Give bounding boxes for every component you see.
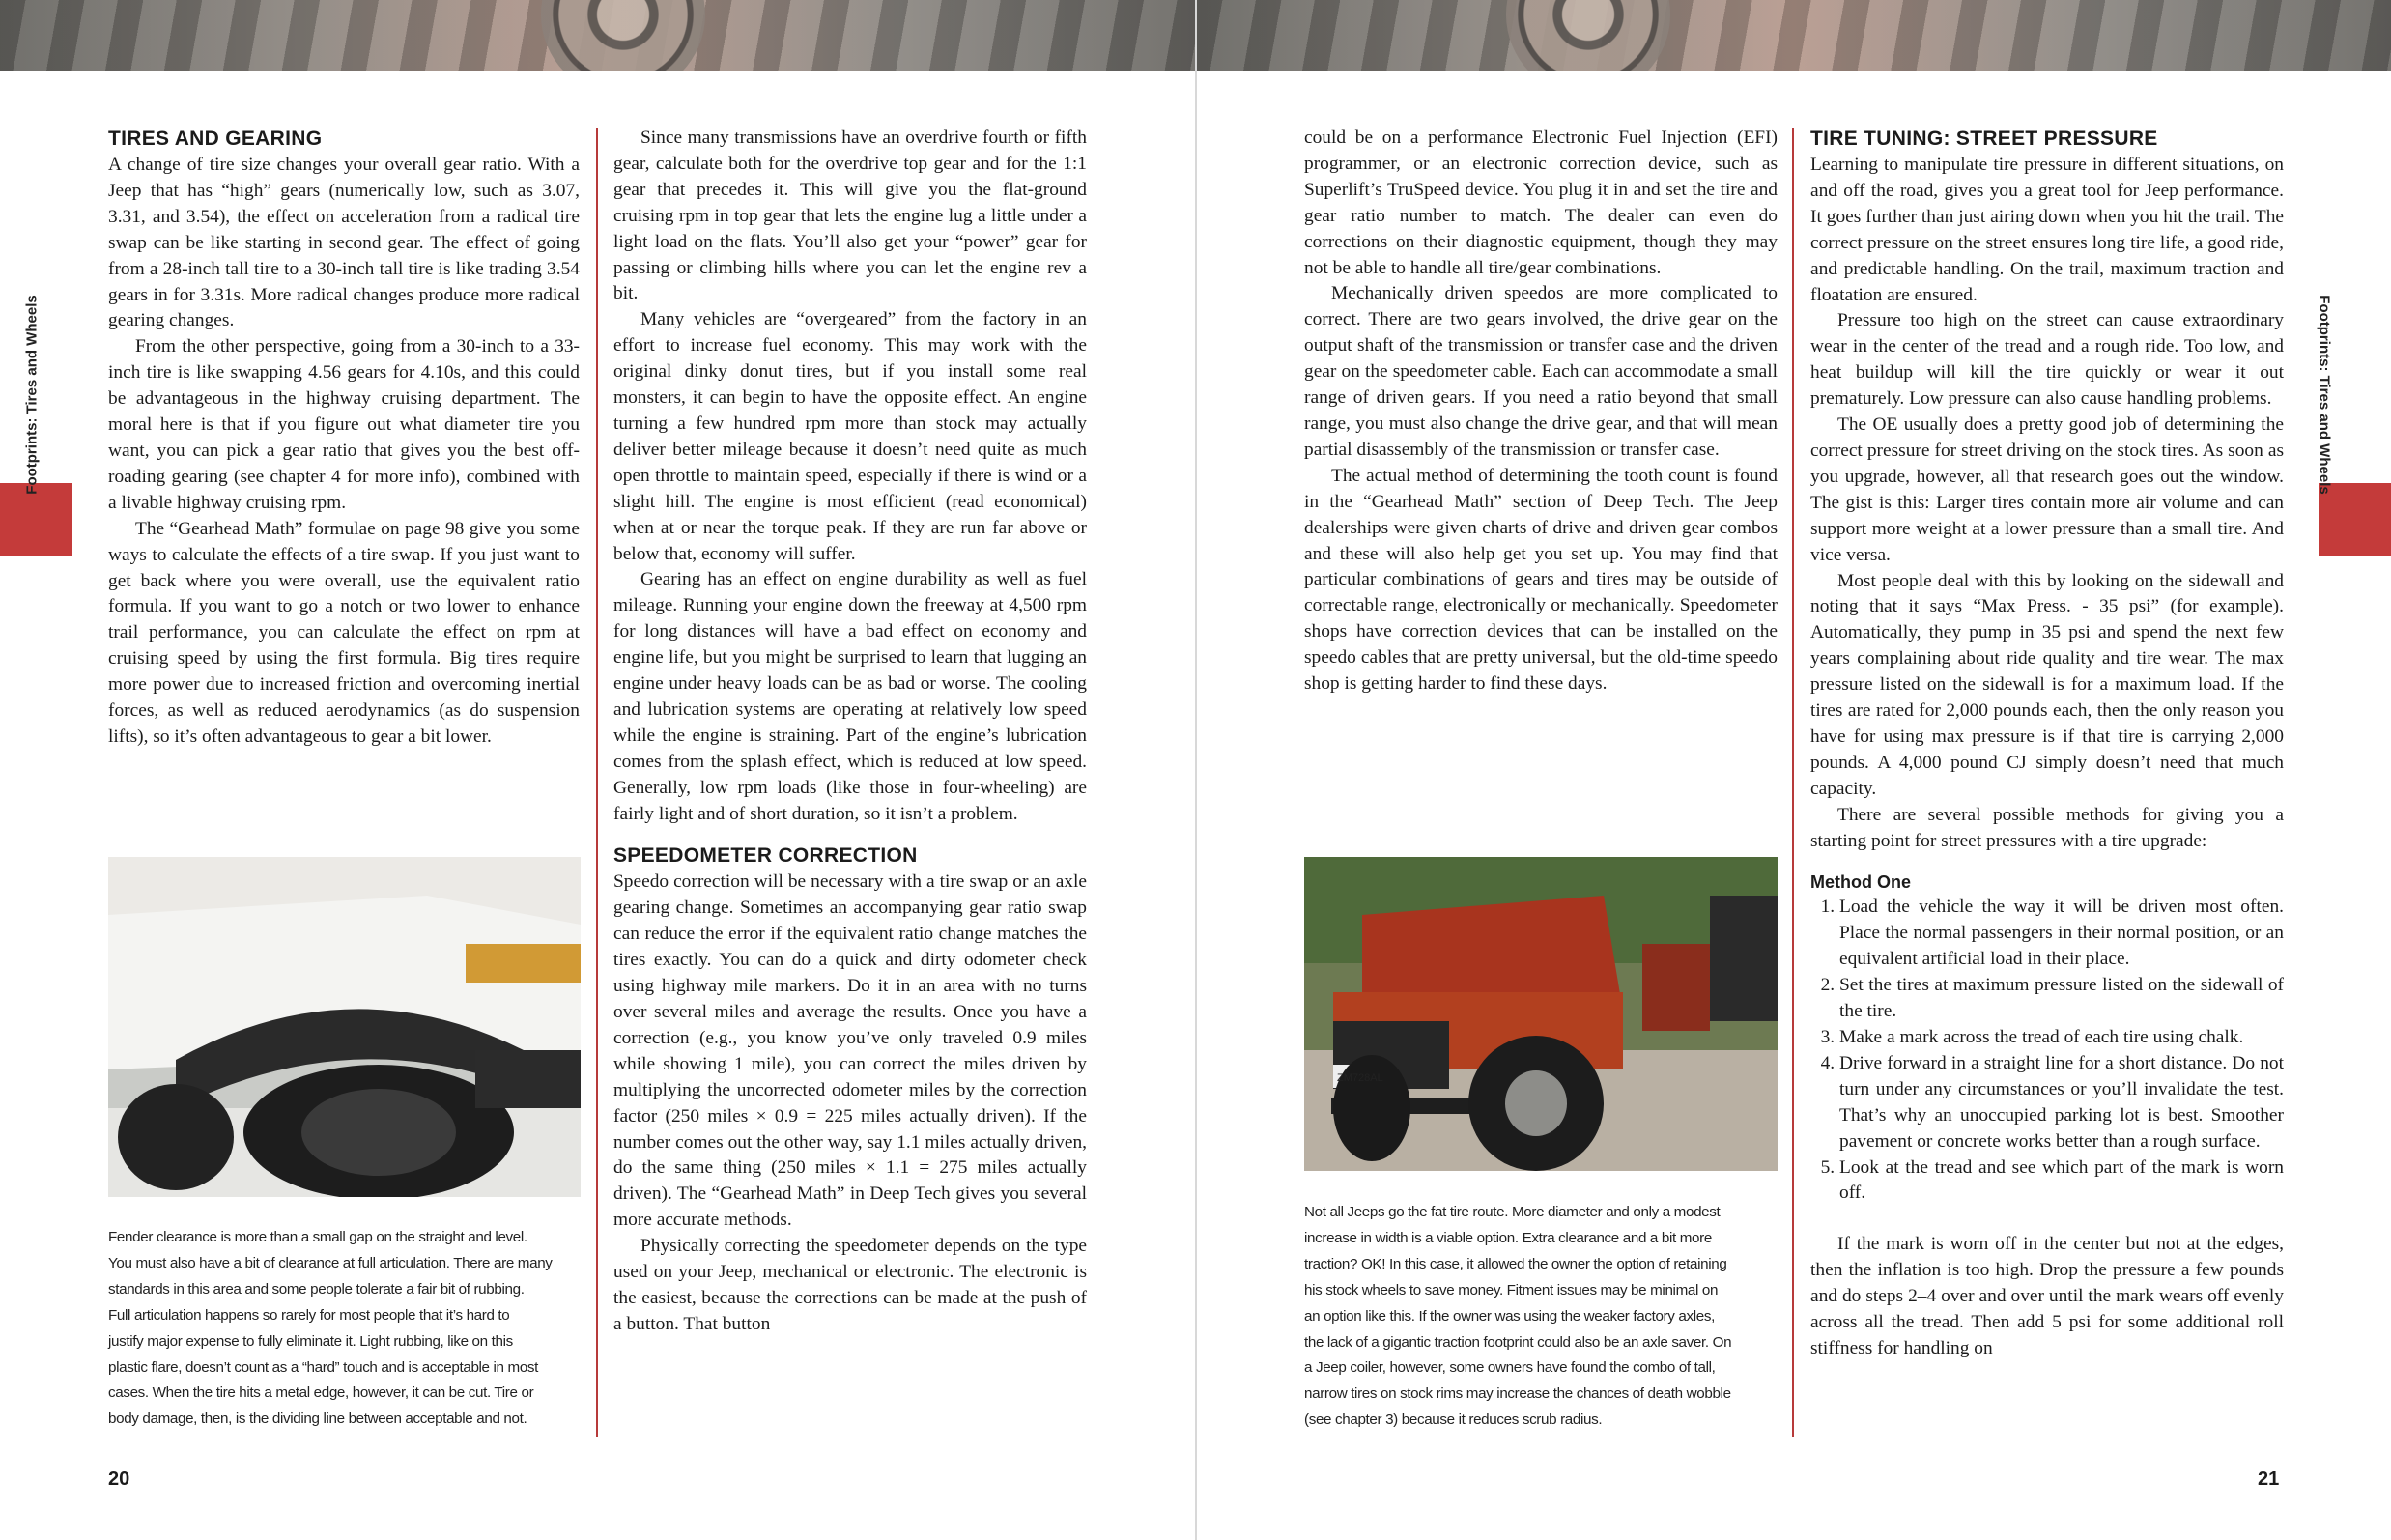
paragraph: Learning to manipulate tire pressure in different situations, on and off the road, gives you a great tool for Jeep performance. It goes further than just airing down when you hit the trail. The correct pressure on the street ensures long tire life, a good ride, and predictable handling. On the trail, maximum traction and floatation are ensured. bbox=[1810, 155, 2284, 305]
list-item: 2. Set the tires at maximum pressure listed on the sidewall of the tire. bbox=[1839, 973, 2284, 1025]
paragraph: Mechanically driven speedos are more complicated to correct. There are two gears involved, the drive gear on the output shaft of the transmission or transfer case and the driven gear on the speedometer cable. Each can accommodate a small range of driven gears. If you need a ratio beyond that small range, you must also change the drive gear, and that will mean partial disassembly of the transmission or transfer case. bbox=[1304, 283, 1778, 460]
list-item: 4. Drive forward in a straight line for a short distance. Do not turn under any circumstances or you’ll invalidate the test. That’s why an unoccupied parking lot is best. Smoother pavement or concrete works better than a rough surface. bbox=[1839, 1051, 2284, 1155]
page-gutter bbox=[1195, 0, 1197, 1540]
paragraph: Most people deal with this by looking on the sidewall and noting that it says “Max Press. - 35 psi” (for example). Automatically, they pump in 35 psi and spend the next few years complaining about ride quality and tire wear. The max pressure listed on the sidewall is for a maximum load. If the tires are rated for 2,000 pounds each, then the only reason you have for using max pressure is if that tire is carrying 2,000 pounds. A 4,000 pound CJ simply doesn’t need that much capacity. bbox=[1810, 570, 2284, 799]
paragraph: Speedo correction will be necessary with a tire swap or an axle gearing change. Sometimes an accompanying gear ratio swap can reduce the error if the equivalent ratio change matches the tires exactly. You can do a quick and dirty odometer check using highway mile markers. Do it in an area with no turns over several miles and average the results. Once you have a correction (e.g., you know you’ve only traveled 0.9 miles while showing 1 mile), you can correct the miles driven by multiplying the uncorrected odometer miles by the correction factor (250 miles × 0.9 = 225 miles actually driven). If the number comes out the other way, say 1.1 miles actually driven, do the same thing (250 miles × 1.1 = 275 miles actually driven). The “Gearhead Math” in Deep Tech gives you several more accurate methods. bbox=[613, 871, 1087, 1231]
caption-line: traction? OK! In this case, it allowed the owner the option of retaining bbox=[1304, 1255, 1727, 1272]
caption-line: increase in width is a viable option. Extra clearance and a bit more bbox=[1304, 1229, 1712, 1246]
caption-line: cases. When the tire hits a metal edge, however, it can be cut. Tire or bbox=[108, 1384, 534, 1402]
paragraph: Gearing has an effect on engine durability as well as fuel mileage. Running your engine down the freeway at 4,500 rpm for long distances will have a bad effect on economy and engine life, but you might be surprised to learn that lugging an engine under heavy loads can be as bad or worse. The cooling and lubrication systems are operating at relatively low speed while the engine is straining. Part of the engine’s lubrication comes from the splash effect, which is reduced at low speed. Generally, low rpm loads (like those in four-wheeling) are fairly light and of short duration, so it isn’t a problem. bbox=[613, 569, 1087, 824]
paragraph: Physically correcting the speedometer depends on the type used on your Jeep, mechanical or electronic. The electronic is the easiest, because the corrections can be made at the push of a button. That button bbox=[613, 1236, 1087, 1334]
caption-line: Fender clearance is more than a small gap on the straight and level. bbox=[108, 1229, 527, 1245]
license-plate-text: ZM728AL bbox=[1337, 1072, 1383, 1084]
caption-line: the lack of a gigantic traction footprint could also be an axle saver. On bbox=[1304, 1333, 1732, 1351]
top-banner-right bbox=[1197, 0, 2391, 71]
paragraph: Many vehicles are “overgeared” from the factory in an effort to increase fuel economy. This may work with the original dinky donut tires, but if you install some real monsters, it can begin to have the opposite effect. An engine turning a few hundred rpm more than stock may actually deliver better mileage because it doesn’t need quite as much open throttle to maintain speed, especially if there is wind or a slight hill. The engine is most efficient (read economical) when at or near the torque peak. If they are run far above or below that, economy will suffer. bbox=[613, 309, 1087, 564]
caption-line: body damage, then, is the dividing line between acceptable and not. bbox=[108, 1411, 527, 1428]
column-rule-left bbox=[596, 128, 598, 1437]
caption-line: his stock wheels to save money. Fitment issues may be minimal on bbox=[1304, 1281, 1719, 1298]
column-rule-right bbox=[1792, 128, 1794, 1437]
caption-left bbox=[108, 1225, 591, 1433]
caption-line: standards in this area and some people tolerate a fair bit of rubbing. bbox=[108, 1280, 525, 1298]
method-steps bbox=[1810, 895, 2284, 1207]
list-item: 5. Look at the tread and see which part of the mark is worn off. bbox=[1839, 1155, 2284, 1208]
page-number-right: 21 bbox=[2258, 1469, 2280, 1490]
photo-fender-clearance bbox=[108, 857, 581, 1197]
caption-line: an option like this. If the owner was using the weaker factory axles, bbox=[1304, 1307, 1715, 1325]
caption-line: narrow tires on stock rims may increase the chances of death wobble bbox=[1304, 1385, 1731, 1403]
paragraph: The actual method of determining the tooth count is found in the “Gearhead Math” section of Deep Tech. The Jeep dealerships were given charts of drive and driven gear combos and these will also help get you set up. You may find that particular combinations of gears and tires may be outside of correctable range, electronically or mechanically. Speedometer shops have correction devices that can be installed on the speedo cables that are pretty universal, but the old-time speedo shop is getting harder to find these days. bbox=[1304, 465, 1778, 695]
paragraph: Pressure too high on the street can cause extraordinary wear in the center of the tread and a rough ride. Too low, and heat buildup will kill the tire quickly or wear it out prematurely. Low pressure can also cause handling problems. bbox=[1810, 310, 2284, 410]
paragraph: could be on a performance Electronic Fuel Injection (EFI) programmer, or an electronic correction device, such as Superlift’s TruSpeed device. You plug it in and set the tire and gear ratio number to match. The dealer can even do corrections on their diagnostic equipment, though they may not be able to handle all tire/gear combinations. bbox=[1304, 128, 1778, 278]
caption-line: Full articulation happens so rarely for most people that it’s hard to bbox=[108, 1306, 510, 1324]
paragraph: A change of tire size changes your overall gear ratio. With a Jeep that has “high” gears (numerically low, such as 3.07, 3.31, and 3.54), the effect on acceleration from a radical tire swap can be like starting in second gear. The effect of going from a 28-inch tall tire to a 30-inch tall tire is like trading 3.54 gears in for 3.31s. More radical changes produce more radical gearing changes. bbox=[108, 155, 580, 331]
top-banner-left bbox=[0, 0, 1195, 71]
column-3 bbox=[1304, 126, 1778, 698]
side-label-left: Footprints: Tires and Wheels bbox=[23, 295, 41, 495]
caption-line: Not all Jeeps go the fat tire route. More diameter and only a modest bbox=[1304, 1204, 1721, 1220]
paragraph: The OE usually does a pretty good job of determining the correct pressure for street driving on the stock tires. As soon as you upgrade, however, all that research goes out the window. The gist is this: Larger tires contain more air volume and can support more weight at a lower pressure than a small tire. And vice versa. bbox=[1810, 414, 2284, 565]
photo-red-jeep bbox=[1304, 857, 1778, 1171]
list-item: 3. Make a mark across the tread of each tire using chalk. bbox=[1839, 1025, 2284, 1051]
caption-line: plastic flare, doesn’t count as a “hard” touch and is acceptable in most bbox=[108, 1358, 539, 1376]
paragraph: Since many transmissions have an overdrive fourth or fifth gear, calculate both for the overdrive top gear and for the 1:1 gear that precedes it. This will give you the flat-ground cruising rpm in top gear that lets the engine lug a little under a light load on the flats. You’ll also get your “power” gear for passing or climbing hills where you can let the engine rev a bit. bbox=[613, 128, 1087, 304]
heading-tire-tuning: TIRE TUNING: STREET PRESSURE bbox=[1810, 128, 2158, 150]
paragraph: There are several possible methods for giving you a starting point for street pressures with a tire upgrade: bbox=[1810, 804, 2284, 851]
caption-line: a Jeep coiler, however, some owners have found the combo of tall, bbox=[1304, 1359, 1716, 1377]
paragraph: The “Gearhead Math” formulae on page 98 give you some ways to calculate the effects of a tire swap. If you just want to get back where you were overall, use the equivalent ratio formula. If you want to go a notch or two lower to enhance trail performance, you can calculate the effect on rpm at cruising speed by using the first formula. Big tires require more power due to increased friction and overcoming inertial forces, as well as reduced aerodynamics (as do suspension lifts), so it’s often advantageous to gear a bit lower. bbox=[108, 518, 580, 747]
column-2 bbox=[613, 126, 1087, 1338]
caption-line: (see chapter 3) because it reduces scrub radius. bbox=[1304, 1412, 1603, 1429]
caption-right bbox=[1304, 1200, 1787, 1434]
paragraph: If the mark is worn off in the center but not at the edges, then the inflation is too high. Drop the pressure a few pounds and do steps 2–4 over and over until the mark wears off evenly across all the tread. Then add 5 psi for some additional roll stiffness for handling on bbox=[1810, 1234, 2284, 1358]
paragraph: From the other perspective, going from a 30-inch to a 33-inch tire is like swapping 4.56 gears for 4.10s, and this could be advantageous in the highway cruising department. The moral here is that if you figure out what diameter tire you want, you can pick a gear ratio that gives you the best off-roading gearing (see chapter 4 for more info), combined with a livable highway cruising rpm. bbox=[108, 336, 580, 513]
heading-method-one: Method One bbox=[1810, 872, 1911, 893]
column-1 bbox=[108, 126, 580, 751]
caption-line: You must also have a bit of clearance at full articulation. There are many bbox=[108, 1254, 553, 1271]
caption-line: justify major expense to fully eliminate it. Light rubbing, like on this bbox=[108, 1332, 513, 1350]
column-4 bbox=[1810, 126, 2284, 1362]
page-number-left: 20 bbox=[108, 1469, 130, 1490]
heading-tires-gearing: TIRES AND GEARING bbox=[108, 128, 323, 150]
list-item: 1. Load the vehicle the way it will be driven most often. Place the normal passengers in their normal position, or an equivalent artificial load in their place. bbox=[1839, 895, 2284, 973]
heading-speedometer-correction: SPEEDOMETER CORRECTION bbox=[613, 844, 918, 868]
side-label-right: Footprints: Tires and Wheels bbox=[2316, 295, 2333, 495]
